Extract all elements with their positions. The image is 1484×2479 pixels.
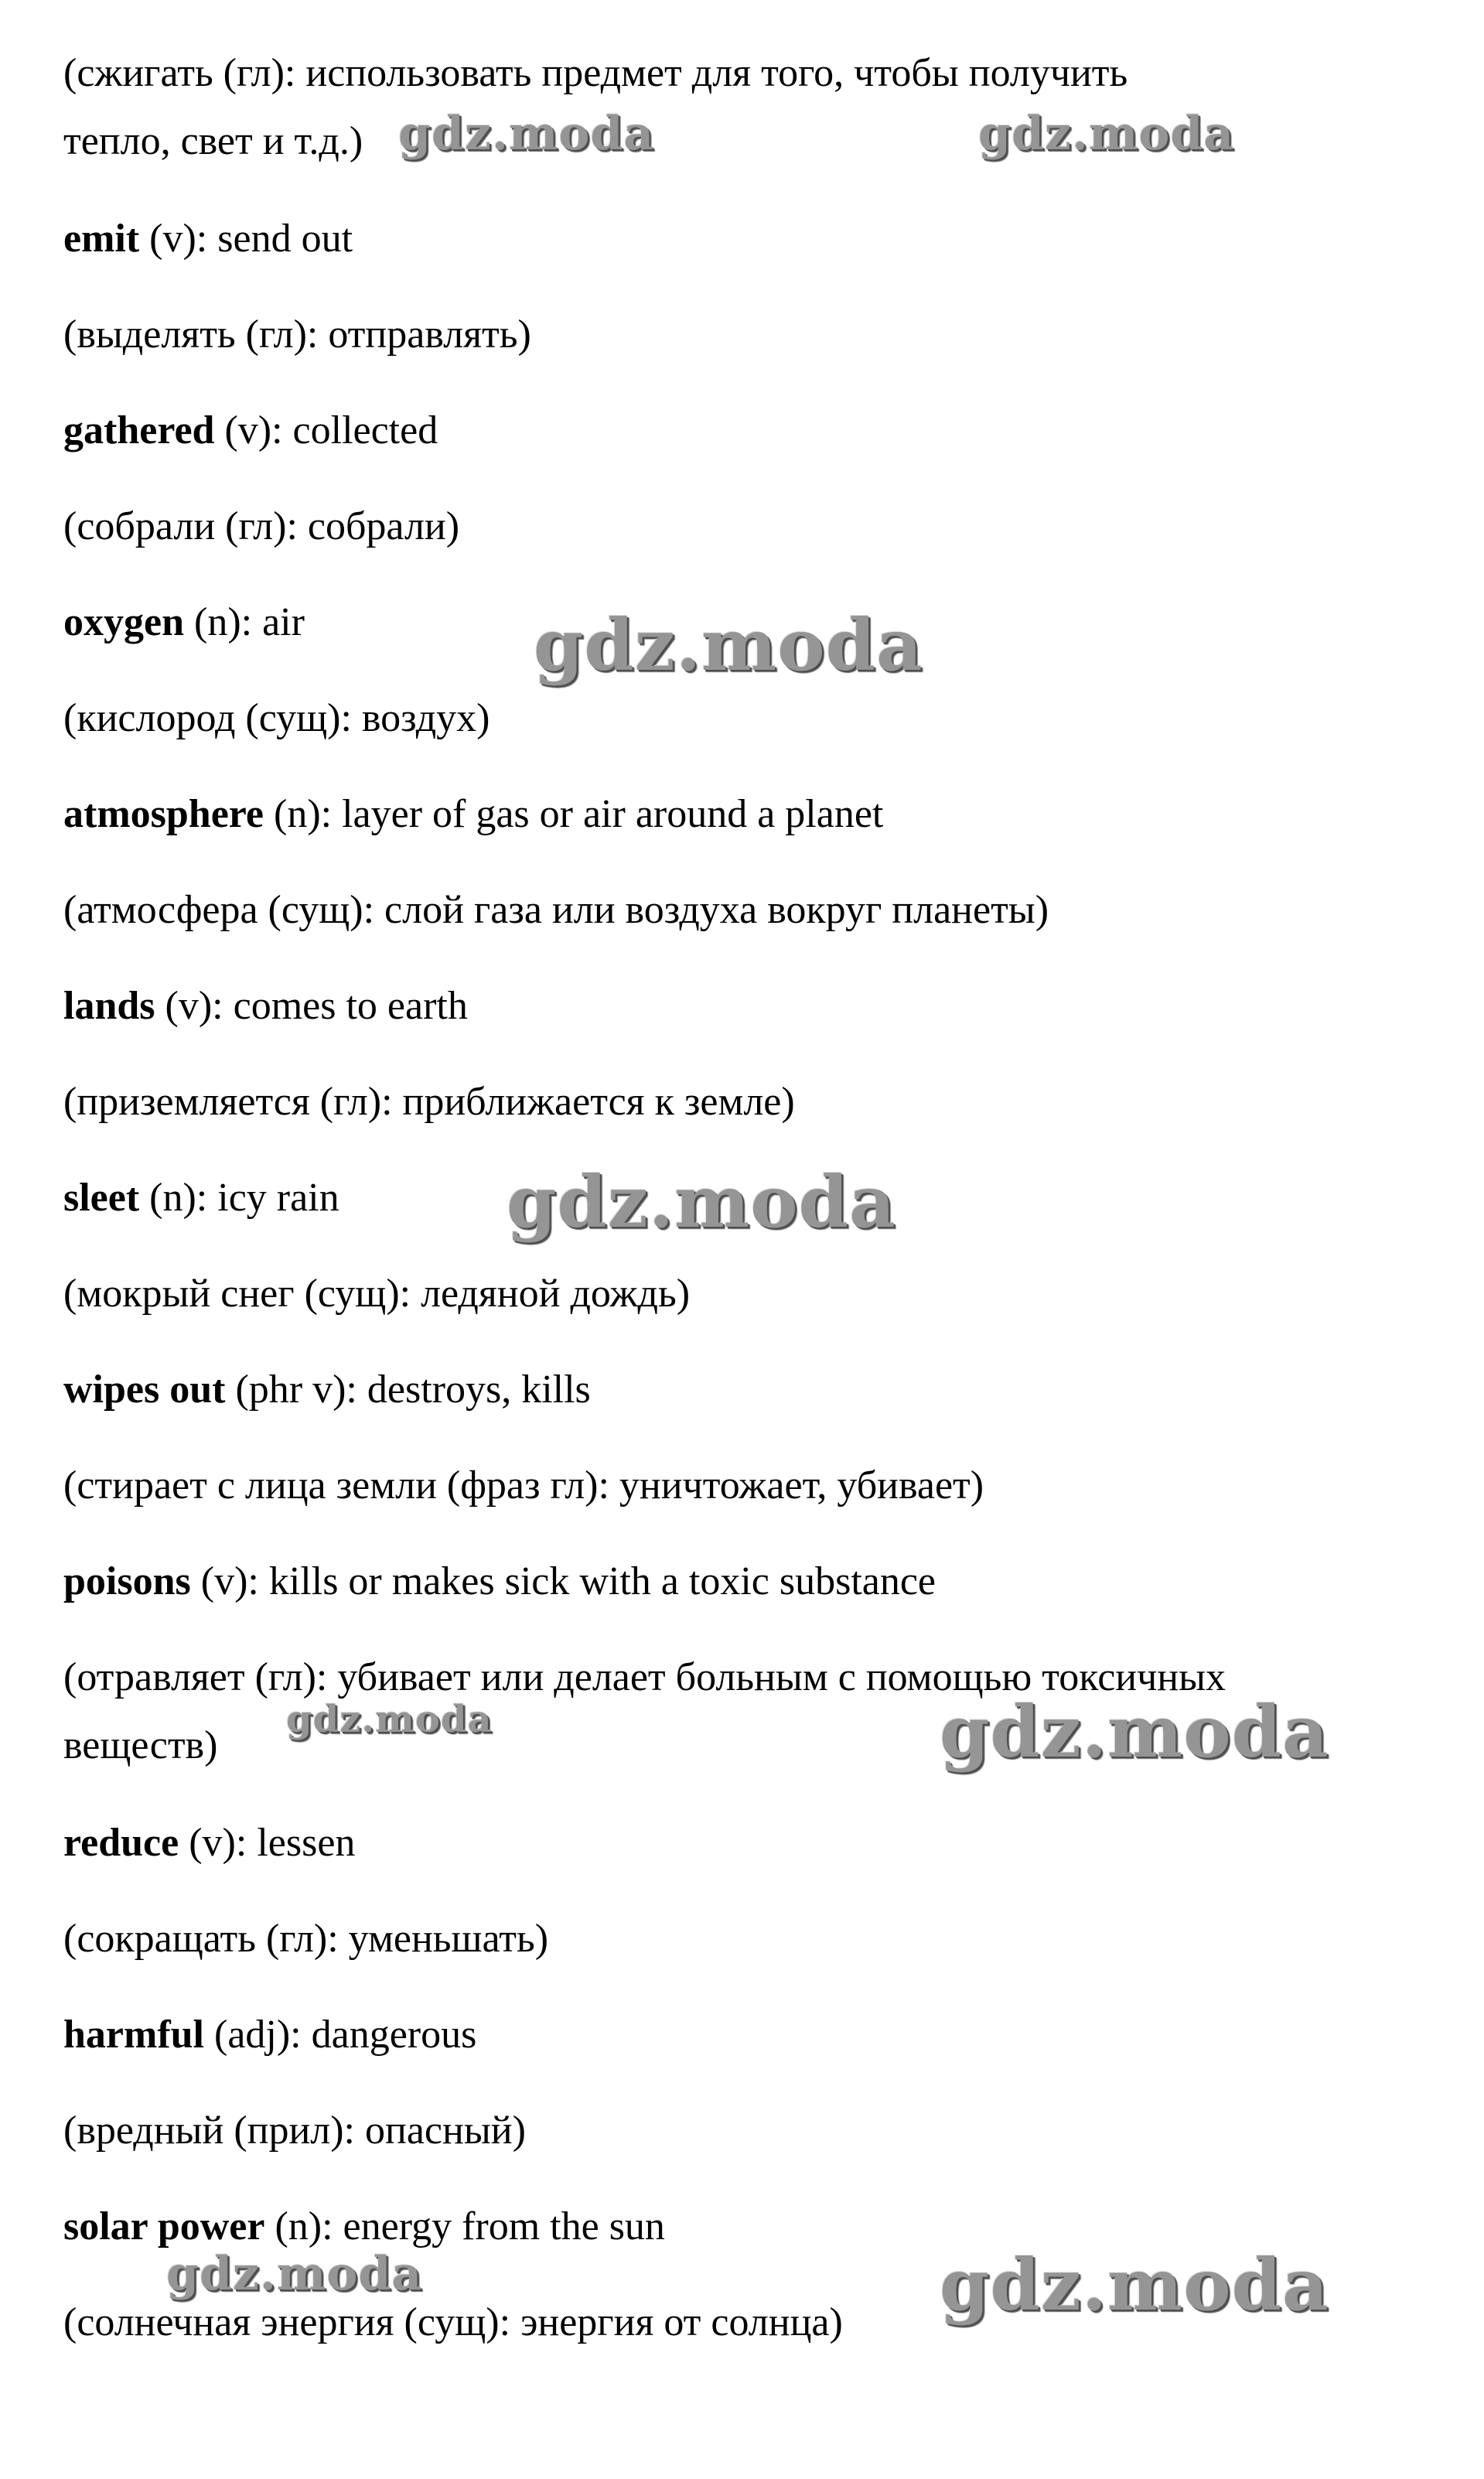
vocab-entry-oxygen (63, 589, 305, 657)
vocab-definition: (n): layer of gas or air around a planet (264, 792, 884, 836)
vocab-term: gathered (63, 408, 215, 452)
vocab-translation: (отравляет (гл): убивает или делает больным с помощью токсичных (63, 1655, 1226, 1699)
vocab-definition: (v): send out (139, 217, 353, 261)
vocab-term: oxygen (63, 600, 184, 644)
vocab-entry-atmosphere (63, 780, 883, 849)
vocab-term: harmful (63, 2013, 204, 2057)
vocab-translation: (кислород (сущ): воздух) (63, 696, 490, 740)
vocab-entry-reduce (63, 1809, 355, 1877)
vocab-definition: (n): energy from the sun (264, 2204, 665, 2249)
definition-line: тепло, свет и т.д.) (63, 119, 363, 163)
vocab-translation: (стирает с лица земли (фраз гл): уничтожает, убивает) (63, 1463, 984, 1508)
vocab-translation: (вредный (прил): опасный) (63, 2109, 526, 2153)
vocab-entry-harmful (63, 2001, 476, 2069)
vocab-definition: (n): air (184, 600, 305, 644)
vocab-term: poisons (63, 1559, 191, 1603)
vocab-definition: (n): icy rain (139, 1176, 339, 1220)
vocab-term: emit (63, 217, 140, 261)
vocab-translation: веществ) (63, 1723, 218, 1767)
vocab-definition: (v): comes to earth (155, 984, 468, 1028)
vocab-definition: (adj): dangerous (204, 2013, 477, 2057)
vocab-term: lands (63, 984, 155, 1028)
watermark: gdz.moda (940, 2243, 1329, 2327)
vocab-term: solar power (63, 2204, 265, 2249)
watermark: gdz.moda (978, 107, 1235, 161)
vocab-definition: (v): kills or makes sick with a toxic substance (190, 1559, 936, 1603)
vocab-term: sleet (63, 1176, 140, 1220)
watermark: gdz.moda (940, 1690, 1329, 1774)
definition-line: (сжигать (гл): использовать предмет для того, чтобы получить (63, 51, 1128, 95)
vocab-translation: (мокрый снег (сущ): ледяной дождь) (63, 1272, 691, 1316)
vocab-definition: (phr v): destroys, kills (225, 1368, 591, 1412)
vocab-translation: (сокращать (гл): уменьшать) (63, 1917, 549, 1961)
vocab-term: atmosphere (63, 792, 264, 836)
vocab-entry-gathered (63, 397, 438, 465)
vocab-translation: (солнечная энергия (сущ): энергия от солнца) (63, 2300, 843, 2344)
vocab-entry-emit (63, 205, 353, 273)
vocab-entry-poisons (63, 1548, 936, 1616)
vocab-definition: (v): lessen (179, 1821, 356, 1865)
vocab-entry-sleet (63, 1164, 339, 1232)
vocab-entry-wipes-out (63, 1356, 591, 1424)
vocab-entry-lands (63, 972, 468, 1040)
vocab-translation: (приземляется (гл): приближается к земле) (63, 1080, 795, 1124)
watermark: gdz.moda (286, 1698, 493, 1741)
vocab-term: reduce (63, 1821, 179, 1865)
vocab-term: wipes out (63, 1368, 226, 1412)
watermark: gdz.moda (398, 107, 655, 161)
watermark: gdz.moda (166, 2247, 423, 2301)
vocab-translation: (выделять (гл): отправлять) (63, 312, 531, 357)
watermark: gdz.moda (534, 603, 923, 687)
vocab-definition: (v): collected (214, 408, 438, 452)
vocab-translation: (собрали (гл): собрали) (63, 504, 460, 548)
vocab-translation: (атмосфера (сущ): слой газа или воздуха вокруг планеты) (63, 888, 1049, 932)
watermark: gdz.moda (507, 1160, 896, 1244)
